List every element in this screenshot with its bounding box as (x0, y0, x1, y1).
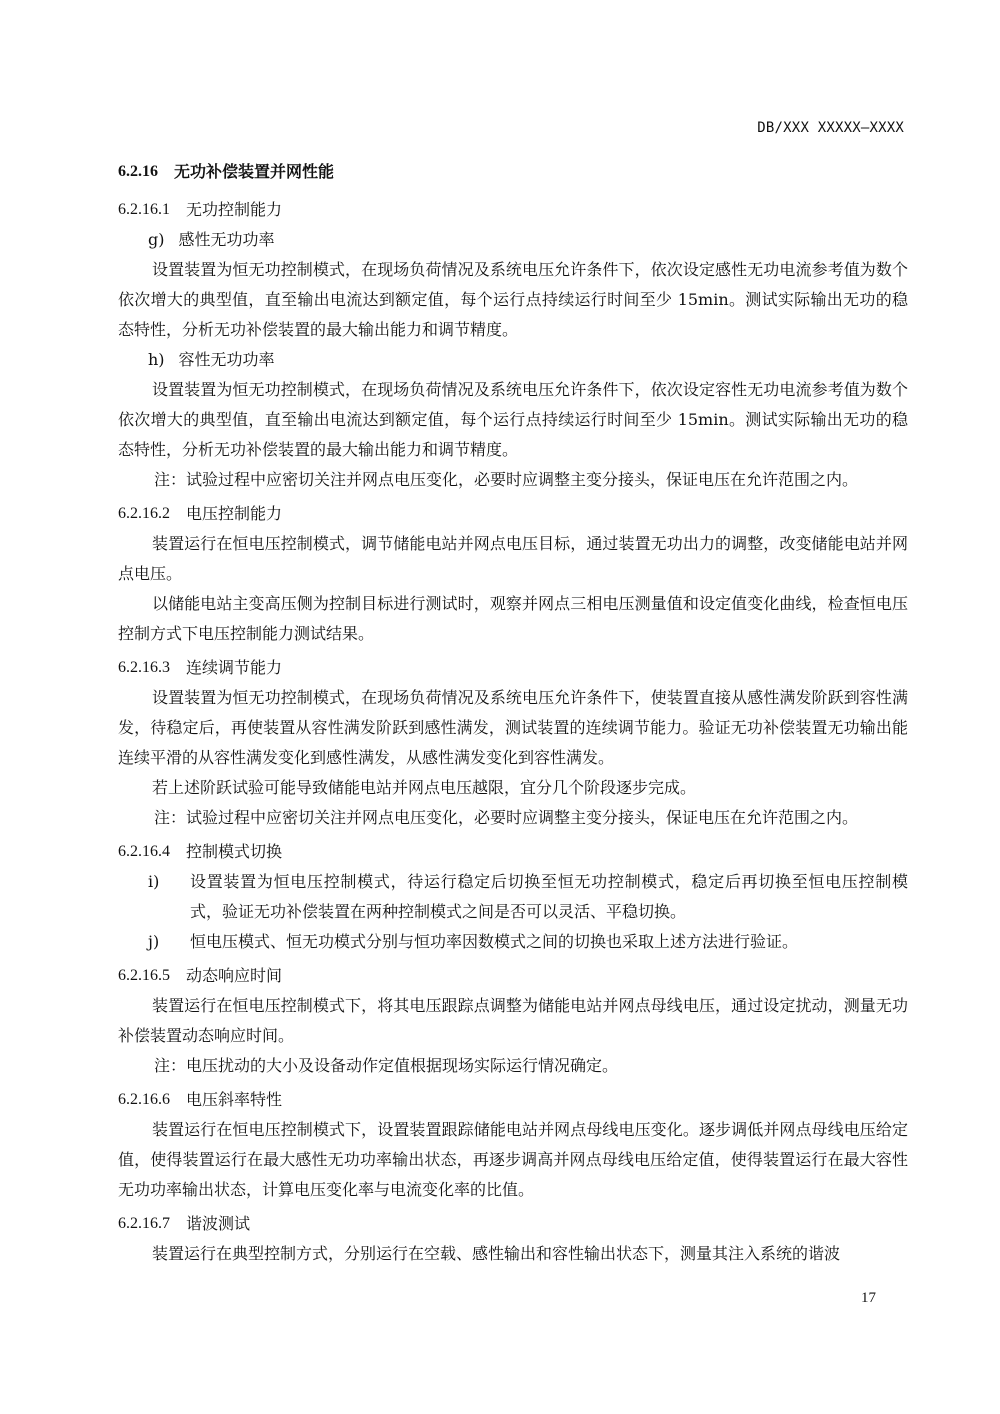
paragraph: 装置运行在恒电压控制模式下，将其电压跟踪点调整为储能电站并网点母线电压，通过设定扰动，测量无功补偿装置动态响应时间。 (118, 996, 908, 1045)
subsection-number: 6.2.16.4 (118, 843, 170, 860)
subsection-title: 连续调节能力 (186, 658, 283, 677)
list-marker: j) (148, 932, 160, 951)
subsection-title: 电压控制能力 (186, 504, 283, 523)
paragraph: 设置装置为恒无功控制模式，在现场负荷情况及系统电压允许条件下，使装置直接从感性满发阶跃到容性满发，待稳定后，再使装置从容性满发阶跃到感性满发，测试装置的连续调节能力。验证无功补偿装置无功输出能连续平滑的从容性满发变化到感性满发，从感性满发变化到容性满发。 (118, 688, 908, 767)
subsection-heading-dynamic-response (118, 961, 908, 991)
subsection-title: 谐波测试 (186, 1214, 251, 1233)
paragraph: 以储能电站主变高压侧为控制目标进行测试时，观察并网点三相电压测量值和设定值变化曲线，检查恒电压控制方式下电压控制能力测试结果。 (118, 594, 908, 643)
page-content (118, 157, 908, 1269)
item-h-heading (118, 345, 908, 375)
subsection-number: 6.2.16.1 (118, 201, 170, 218)
item-label: g) (148, 230, 165, 249)
paragraph: 装置运行在典型控制方式，分别运行在空载、感性输出和容性输出状态下，测量其注入系统的谐波 (152, 1244, 841, 1263)
list-item-j (118, 927, 908, 957)
section-title: 无功补偿装置并网性能 (174, 162, 335, 181)
subsection-heading-voltage-slope (118, 1085, 908, 1115)
subsection-number: 6.2.16.6 (118, 1091, 170, 1108)
section-heading (118, 157, 908, 187)
subsection-heading-voltage-control (118, 499, 908, 529)
subsection-number: 6.2.16.3 (118, 659, 170, 676)
note: 注：电压扰动的大小及设备动作定值根据现场实际运行情况确定。 (154, 1056, 619, 1075)
paragraph: 装置运行在恒电压控制模式下，设置装置跟踪储能电站并网点母线电压变化。逐步调低并网点母线电压给定值，使得装置运行在最大感性无功功率输出状态，再逐步调高并网点母线电压给定值，使得装置运行在最大容性无功功率输出状态，计算电压变化率与电流变化率的比值。 (118, 1120, 908, 1199)
subsection-heading-harmonic-test (118, 1209, 908, 1239)
list-item-i (118, 867, 908, 927)
paragraph: 设置装置为恒无功控制模式，在现场负荷情况及系统电压允许条件下，依次设定容性无功电流参考值为数个依次增大的典型值，直至输出电流达到额定值，每个运行点持续运行时间至少 15min。测试实际输出无功的稳态特性，分析无功补偿装置的最大输出能力和调节精度。 (118, 380, 908, 459)
note: 注：试验过程中应密切关注并网点电压变化，必要时应调整主变分接头，保证电压在允许范围之内。 (154, 470, 859, 489)
subsection-heading-continuous-regulation (118, 653, 908, 683)
subsection-heading-reactive-control (118, 195, 908, 225)
paragraph: 设置装置为恒无功控制模式，在现场负荷情况及系统电压允许条件下，依次设定感性无功电流参考值为数个依次增大的典型值，直至输出电流达到额定值，每个运行点持续运行时间至少 15min。测试实际输出无功的稳态特性，分析无功补偿装置的最大输出能力和调节精度。 (118, 260, 908, 339)
subsection-number: 6.2.16.7 (118, 1215, 170, 1232)
subsection-title: 电压斜率特性 (186, 1090, 283, 1109)
page-number: 17 (861, 1290, 876, 1306)
paragraph: 装置运行在恒电压控制模式，调节储能电站并网点电压目标，通过装置无功出力的调整，改变储能电站并网点电压。 (118, 534, 908, 583)
subsection-number: 6.2.16.2 (118, 505, 170, 522)
subsection-title: 无功控制能力 (186, 200, 283, 219)
subsection-title: 动态响应时间 (186, 966, 283, 985)
list-text: 设置装置为恒电压控制模式，待运行稳定后切换至恒无功控制模式，稳定后再切换至恒电压控制模式，验证无功补偿装置在两种控制模式之间是否可以灵活、平稳切换。 (190, 872, 908, 921)
list-text: 恒电压模式、恒无功模式分别与恒功率因数模式之间的切换也采取上述方法进行验证。 (190, 932, 799, 951)
section-number: 6.2.16 (118, 163, 158, 180)
paragraph: 若上述阶跃试验可能导致储能电站并网点电压越限，宜分几个阶段逐步完成。 (152, 778, 697, 797)
subsection-heading-mode-switch (118, 837, 908, 867)
item-title: 容性无功功率 (178, 350, 275, 369)
item-title: 感性无功功率 (178, 230, 275, 249)
item-g-heading (118, 225, 908, 255)
list-marker: i) (148, 872, 160, 891)
subsection-title: 控制模式切换 (186, 842, 283, 861)
subsection-number: 6.2.16.5 (118, 967, 170, 984)
note: 注：试验过程中应密切关注并网点电压变化，必要时应调整主变分接头，保证电压在允许范围之内。 (154, 808, 859, 827)
item-label: h) (148, 350, 165, 369)
document-code: DB/XXX XXXXX—XXXX (757, 120, 904, 136)
